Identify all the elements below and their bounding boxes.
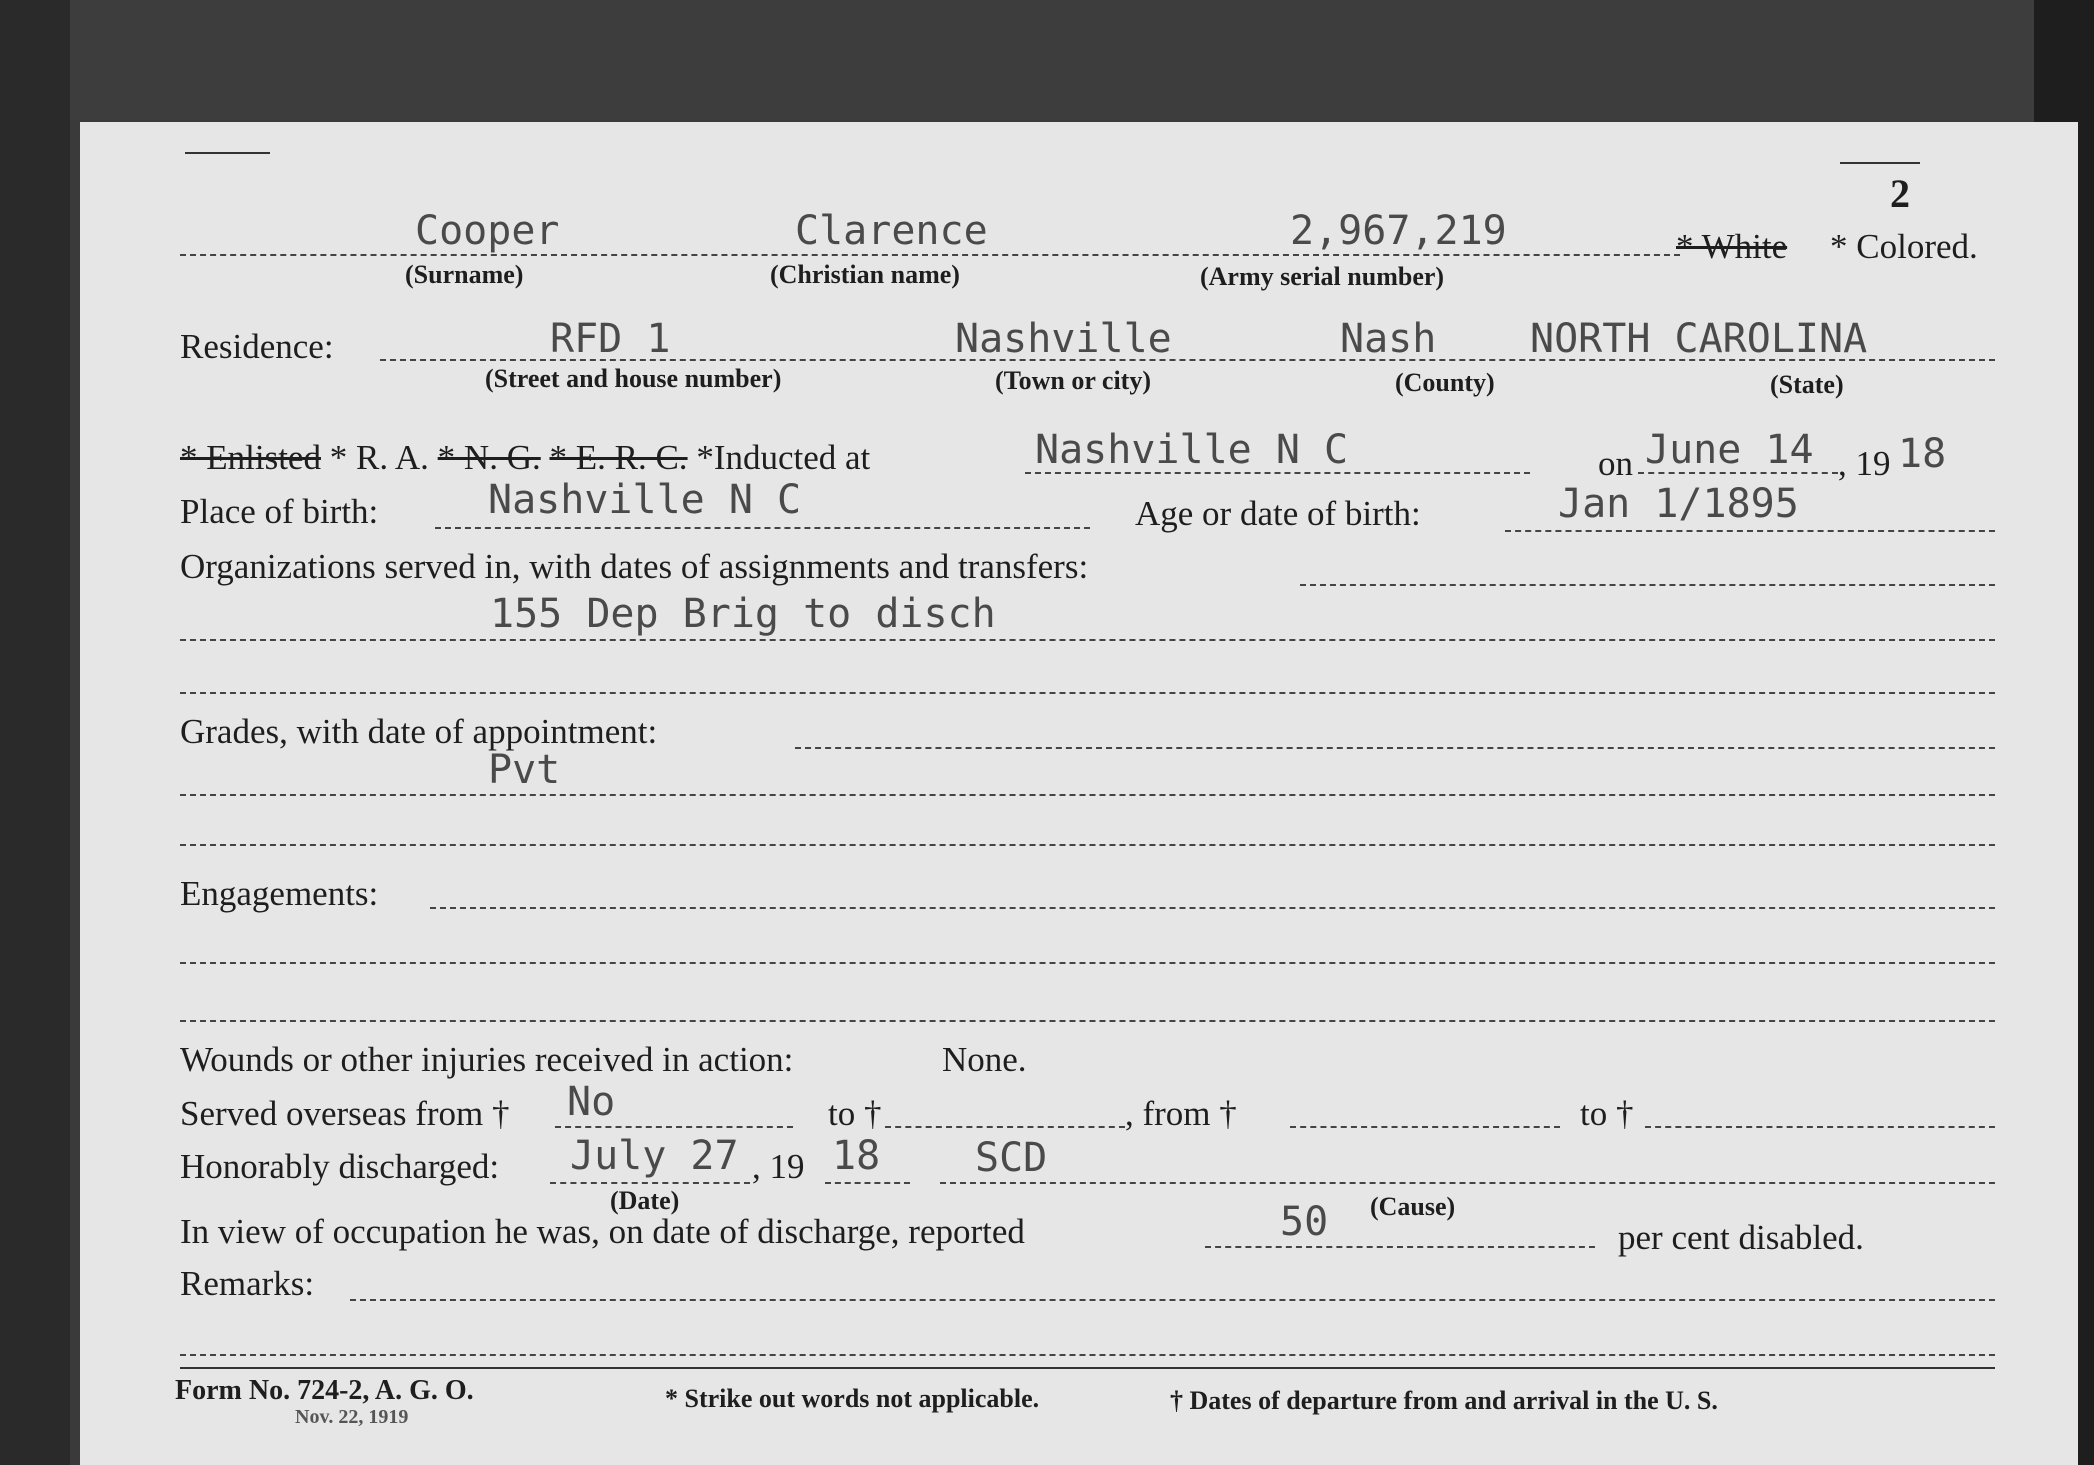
remarks-label: Remarks: — [180, 1264, 315, 1303]
discharge-date-value: July 27 — [570, 1133, 739, 1179]
state-value: NORTH CAROLINA — [1530, 316, 1868, 362]
organizations-value: 155 Dep Brig to disch — [490, 591, 996, 637]
birthdate-line — [1505, 530, 1995, 532]
discharged-label: Honorably discharged: — [180, 1147, 500, 1186]
discharge-year-line — [825, 1182, 910, 1184]
street-caption: (Street and house number) — [485, 364, 782, 393]
discharge-year-prefix: , 19 — [752, 1147, 805, 1186]
strike-note: * Strike out words not applicable. — [665, 1384, 1040, 1413]
grades-line — [180, 844, 1995, 846]
erc-option: * E. R. C. — [549, 438, 688, 477]
footer-rule — [180, 1367, 1995, 1369]
christian-name-caption: (Christian name) — [770, 260, 960, 289]
engagements-label: Engagements: — [180, 874, 379, 913]
race-white: * White — [1676, 227, 1788, 266]
disability-line — [1205, 1246, 1595, 1248]
serial-number-caption: (Army serial number) — [1200, 262, 1445, 291]
inducted-label: *Inducted at — [696, 438, 871, 477]
backing-board — [0, 0, 2094, 120]
organizations-line — [180, 639, 1995, 641]
overseas-from2-label: , from † — [1125, 1094, 1237, 1133]
inducted-at-value: Nashville N C — [1035, 427, 1349, 473]
discharge-year-value: 18 — [832, 1133, 881, 1179]
form-number: Form No. 724-2, A. G. O. — [175, 1375, 474, 1406]
birthplace-label: Place of birth: — [180, 492, 379, 531]
county-caption: (County) — [1395, 368, 1495, 397]
dates-note: † Dates of departure from and arrival in the U. S. — [1170, 1386, 1718, 1415]
christian-name-value: Clarence — [795, 208, 988, 254]
corner-mark — [185, 152, 270, 154]
discharge-cause-line — [940, 1182, 1995, 1184]
overseas-to-label: to † — [828, 1094, 882, 1133]
overseas-from-line — [555, 1126, 793, 1128]
disability-percent-value: 50 — [1280, 1199, 1329, 1245]
engagements-line — [430, 907, 1995, 909]
overseas-from2-line — [1290, 1126, 1560, 1128]
birthplace-line — [435, 527, 1090, 529]
discharge-date-caption: (Date) — [610, 1186, 680, 1215]
overseas-from-value: No — [567, 1079, 616, 1125]
birthplace-value: Nashville N C — [488, 477, 802, 523]
town-caption: (Town or city) — [995, 366, 1151, 395]
race-colored: * Colored. — [1830, 227, 1978, 266]
form-date: Nov. 22, 1919 — [295, 1406, 409, 1428]
surname-caption: (Surname) — [405, 260, 524, 289]
discharge-cause-value: SCD — [975, 1135, 1048, 1181]
name-line — [180, 254, 1680, 256]
inducted-year-prefix: , 19 — [1838, 444, 1891, 483]
service-record-card — [80, 122, 2078, 1465]
corner-mark — [1840, 162, 1920, 164]
grades-line — [795, 747, 1995, 749]
organizations-line — [1300, 584, 1995, 586]
serial-number-value: 2,967,219 — [1290, 208, 1507, 254]
grades-line — [180, 794, 1995, 796]
backing-board-left — [0, 0, 70, 1465]
inducted-date-value: June 14 — [1645, 427, 1814, 473]
disability-label: In view of occupation he was, on date of discharge, reported — [180, 1212, 1025, 1251]
engagements-line — [180, 1020, 1995, 1022]
enlistment-type-line — [180, 438, 870, 478]
birthdate-value: Jan 1/1895 — [1558, 481, 1799, 527]
inducted-year-value: 18 — [1898, 431, 1947, 477]
grades-label: Grades, with date of appointment: — [180, 712, 658, 751]
remarks-line — [350, 1299, 1995, 1301]
surname-value: Cooper — [415, 208, 560, 254]
town-value: Nashville — [955, 316, 1172, 362]
enlisted-option: * Enlisted — [180, 438, 321, 477]
overseas-label: Served overseas from † — [180, 1094, 510, 1133]
wounds-label: Wounds or other injuries received in action: — [180, 1040, 794, 1079]
ng-option: * N. G. — [437, 438, 541, 477]
remarks-line — [180, 1354, 1995, 1356]
discharge-date-line — [550, 1182, 750, 1184]
overseas-to2-label: to † — [1580, 1094, 1634, 1133]
organizations-line — [180, 692, 1995, 694]
on-label: on — [1598, 444, 1633, 483]
discharge-cause-caption: (Cause) — [1370, 1192, 1456, 1221]
wounds-value: None. — [942, 1040, 1027, 1079]
grade-value: Pvt — [488, 747, 561, 793]
overseas-to2-line — [1645, 1126, 1995, 1128]
disability-suffix: per cent disabled. — [1618, 1218, 1864, 1257]
organizations-label: Organizations served in, with dates of assignments and transfers: — [180, 547, 1089, 586]
residence-label: Residence: — [180, 327, 334, 366]
ra-option: * R. A. — [329, 438, 429, 477]
county-value: Nash — [1340, 316, 1437, 362]
state-caption: (State) — [1770, 370, 1844, 399]
engagements-line — [180, 962, 1995, 964]
overseas-to-line — [885, 1126, 1125, 1128]
street-value: RFD 1 — [550, 316, 671, 362]
page-number: 2 — [1890, 171, 1910, 216]
age-label: Age or date of birth: — [1135, 494, 1421, 533]
